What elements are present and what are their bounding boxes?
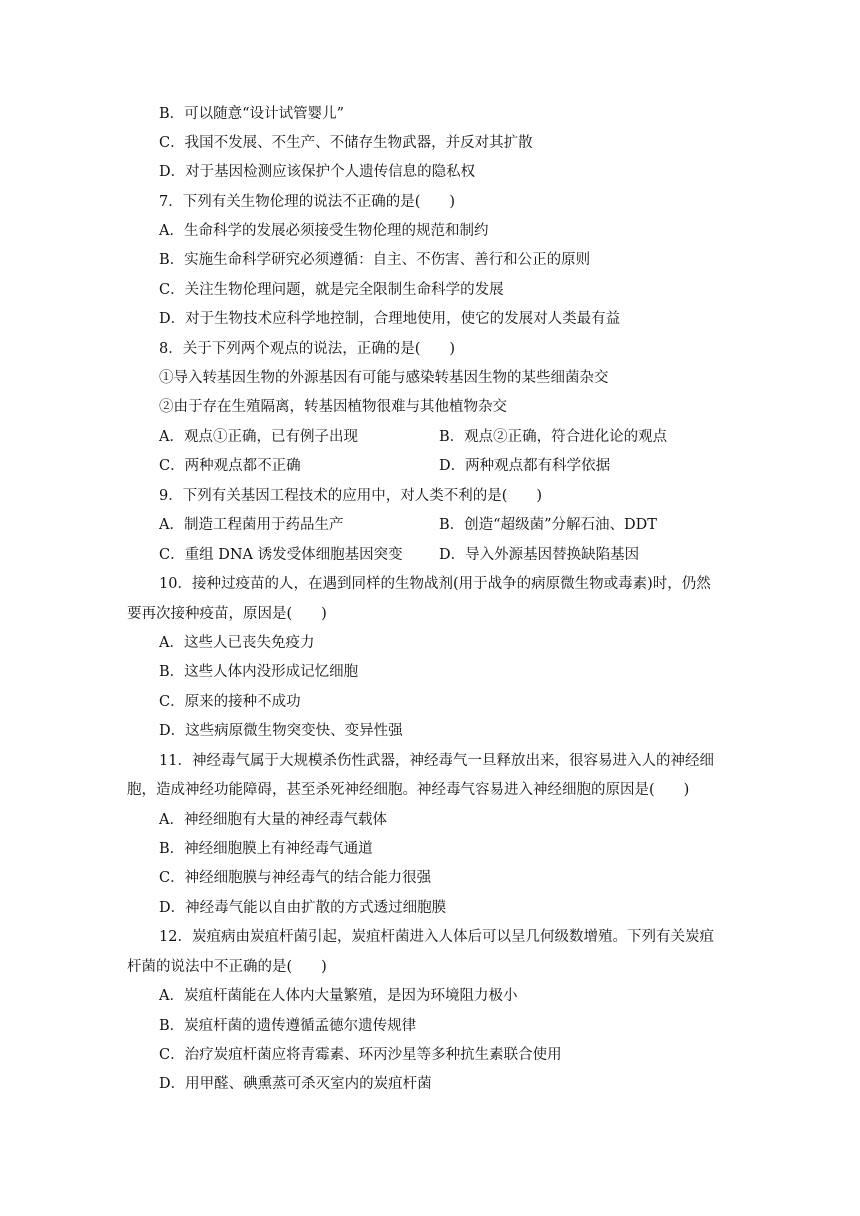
q11-option-a: A．神经细胞有大量的神经毒气载体 — [159, 812, 387, 828]
question-11-stem-line-2: 胞，造成神经功能障碍，甚至杀死神经细胞。神经毒气容易进入神经细胞的原因是( ) — [127, 782, 690, 798]
q12-option-c: C．治疗炭疽杆菌应将青霉素、环丙沙星等多种抗生素联合使用 — [159, 1047, 562, 1063]
q12-option-b: B．炭疽杆菌的遗传遵循孟德尔遗传规律 — [159, 1018, 417, 1034]
question-12-stem-line-2: 杆菌的说法中不正确的是( ) — [127, 959, 327, 975]
q8-option-a: A．观点①正确，已有例子出现 — [159, 429, 358, 445]
q10-option-d: D．这些病原微生物突变快、变异性强 — [159, 723, 403, 739]
q11-option-d: D．神经毒气能以自由扩散的方式透过细胞膜 — [159, 900, 447, 916]
question-10-stem-line-1: 10．接种过疫苗的人，在遇到同样的生物战剂(用于战争的病原微生物或毒素)时，仍然 — [159, 576, 711, 592]
q11-option-b: B．神经细胞膜上有神经毒气通道 — [159, 841, 373, 857]
q10-option-b: B．这些人体内没形成记忆细胞 — [159, 664, 359, 680]
q9-option-c: C．重组 DNA 诱发受体细胞基因突变 — [159, 547, 403, 563]
q8-option-d: D．两种观点都有科学依据 — [439, 458, 611, 474]
option-c: C．我国不发展、不生产、不储存生物武器，并反对其扩散 — [159, 135, 533, 151]
question-7-stem: 7．下列有关生物伦理的说法不正确的是( ) — [159, 194, 456, 210]
question-9-stem: 9．下列有关基因工程技术的应用中，对人类不利的是( ) — [159, 488, 543, 504]
q7-option-c: C．关注生物伦理问题，就是完全限制生命科学的发展 — [159, 282, 504, 298]
q12-option-d: D．用甲醛、碘熏蒸可杀灭室内的炭疽杆菌 — [159, 1076, 432, 1092]
q9-option-a: A．制造工程菌用于药品生产 — [159, 517, 344, 533]
question-8-stem: 8．关于下列两个观点的说法，正确的是( ) — [159, 341, 456, 357]
q7-option-a: A．生命科学的发展必须接受生物伦理的规范和制约 — [159, 223, 489, 239]
q12-option-a: A．炭疽杆菌能在人体内大量繁殖，是因为环境阻力极小 — [159, 988, 518, 1004]
q9-option-d: D．导入外源基因替换缺陷基因 — [439, 547, 640, 563]
option-b: B．可以随意“设计试管婴儿” — [159, 106, 344, 122]
q8-option-c: C．两种观点都不正确 — [159, 458, 301, 474]
question-11-stem-line-1: 11．神经毒气属于大规模杀伤性武器，神经毒气一旦释放出来，很容易进入人的神经细 — [159, 753, 714, 769]
q8-view-2: ②由于存在生殖隔离，转基因植物很难与其他植物杂交 — [159, 399, 507, 415]
question-12-stem-line-1: 12．炭疽病由炭疽杆菌引起，炭疽杆菌进入人体后可以呈几何级数增殖。下列有关炭疽 — [159, 929, 714, 945]
q7-option-d: D．对于生物技术应科学地控制，合理地使用，使它的发展对人类最有益 — [159, 311, 621, 327]
option-d: D．对于基因检测应该保护个人遗传信息的隐私权 — [159, 164, 476, 180]
q9-option-b: B．创造“超级菌”分解石油、DDT — [439, 517, 657, 533]
q7-option-b: B．实施生命科学研究必须遵循：自主、不伤害、善行和公正的原则 — [159, 252, 591, 268]
question-10-stem-line-2: 要再次接种疫苗，原因是( ) — [127, 606, 327, 622]
q10-option-c: C．原来的接种不成功 — [159, 694, 301, 710]
q8-option-b: B．观点②正确，符合进化论的观点 — [439, 429, 668, 445]
q11-option-c: C．神经细胞膜与神经毒气的结合能力很强 — [159, 870, 432, 886]
q8-view-1: ①导入转基因生物的外源基因有可能与感染转基因生物的某些细菌杂交 — [159, 370, 609, 386]
q10-option-a: A．这些人已丧失免疫力 — [159, 635, 315, 651]
